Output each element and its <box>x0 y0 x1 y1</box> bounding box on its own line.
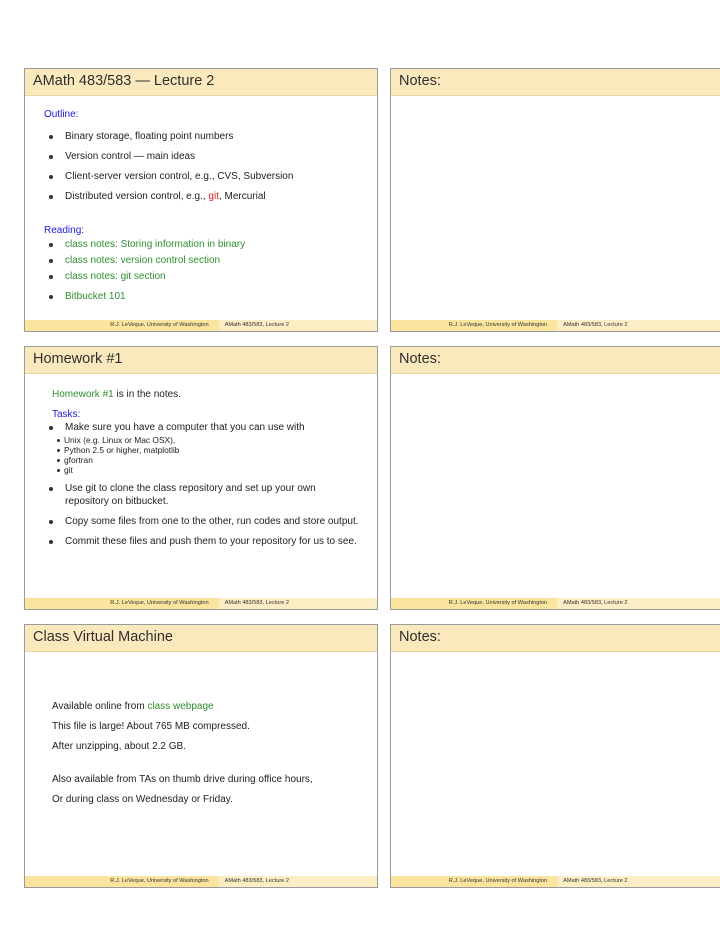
task-text: Make sure you have a computer that you can use with <box>65 422 305 433</box>
footer-author: R.J. LeVeque, University of Washington <box>25 598 219 609</box>
footer-course: AMath 483/583, Lecture 2 <box>219 320 377 331</box>
footer-course: AMath 483/583, Lecture 2 <box>219 876 377 887</box>
ta-availability-text: Also available from TAs on thumb drive during office hours, <box>52 774 313 785</box>
slide-lecture-2 <box>24 68 378 332</box>
class-availability-text: Or during class on Wednesday or Friday. <box>52 794 233 805</box>
list-item: Version control — main ideas <box>44 150 369 163</box>
outline-heading: Outline: <box>44 109 79 120</box>
slide-footer <box>25 876 377 887</box>
slide-header <box>25 625 377 652</box>
list-item: Unix (e.g. Linux or Mac OSX), <box>44 435 369 445</box>
slide-title: AMath 483/583 — Lecture 2 <box>33 73 215 89</box>
list-item: Python 2.5 or higher, matplotlib <box>44 445 369 455</box>
reading-list <box>44 238 369 303</box>
tasks-heading: Tasks: <box>52 409 81 420</box>
slide-footer <box>391 320 720 331</box>
outline-text: , Mercurial <box>218 191 266 202</box>
footer-author: R.J. LeVeque, University of Washington <box>25 320 219 331</box>
slide-footer <box>391 876 720 887</box>
list-item: Copy some files from one to the other, run codes and store output. <box>44 515 369 528</box>
notes-panel <box>390 346 720 610</box>
list-item <box>44 421 369 475</box>
slide-header <box>391 347 720 374</box>
slide-title: Class Virtual Machine <box>33 629 173 645</box>
list-item: Client-server version control, e.g., CVS, Subversion <box>44 170 369 183</box>
slide-body <box>52 388 369 548</box>
file-size-text: This file is large! About 765 MB compressed. <box>52 721 250 732</box>
class-webpage-link[interactable]: class webpage <box>147 701 214 712</box>
availability-line <box>52 700 369 713</box>
footer-course: AMath 483/583, Lecture 2 <box>557 320 720 331</box>
slide-virtual-machine <box>24 624 378 888</box>
notes-title: Notes: <box>399 629 441 645</box>
slide-body <box>44 108 369 303</box>
homework-line <box>52 388 369 401</box>
slide-header <box>391 69 720 96</box>
slide-homework <box>24 346 378 610</box>
outline-list <box>44 130 369 203</box>
availability-text: Available online from <box>52 701 148 712</box>
requirements-list <box>44 435 369 475</box>
tasks-list <box>44 421 369 548</box>
reading-heading: Reading: <box>44 225 85 236</box>
footer-author: R.J. LeVeque, University of Washington <box>25 876 219 887</box>
git-link[interactable]: git <box>208 191 219 202</box>
reading-link[interactable]: class notes: git section <box>44 270 369 283</box>
slide-title: Homework #1 <box>33 351 123 367</box>
footer-author: R.J. LeVeque, University of Washington <box>391 598 557 609</box>
slide-header <box>391 625 720 652</box>
slide-header <box>25 347 377 374</box>
slide-footer <box>25 598 377 609</box>
reading-link[interactable]: class notes: version control section <box>44 254 369 267</box>
slide-body <box>52 700 369 806</box>
footer-author: R.J. LeVeque, University of Washington <box>391 876 557 887</box>
homework-text: is in the notes. <box>113 389 181 400</box>
footer-author: R.J. LeVeque, University of Washington <box>391 320 557 331</box>
slide-header <box>25 69 377 96</box>
list-item: git <box>44 465 369 475</box>
notes-title: Notes: <box>399 73 441 89</box>
slide-footer <box>391 598 720 609</box>
list-item <box>44 190 369 203</box>
homework-link[interactable]: Homework #1 <box>52 389 114 400</box>
notes-panel <box>390 68 720 332</box>
list-item: Commit these files and push them to your repository for us to see. <box>44 535 369 548</box>
footer-course: AMath 483/583, Lecture 2 <box>219 598 377 609</box>
slide-footer <box>25 320 377 331</box>
list-item: gfortran <box>44 455 369 465</box>
notes-panel <box>390 624 720 888</box>
notes-title: Notes: <box>399 351 441 367</box>
footer-course: AMath 483/583, Lecture 2 <box>557 598 720 609</box>
reading-link[interactable]: class notes: Storing information in binary <box>44 238 369 251</box>
list-item: Binary storage, floating point numbers <box>44 130 369 143</box>
reading-link[interactable]: Bitbucket 101 <box>44 290 369 303</box>
outline-text: Distributed version control, e.g., <box>65 191 209 202</box>
list-item: Use git to clone the class repository and set up your own repository on bitbucket. <box>44 482 369 508</box>
unzip-size-text: After unzipping, about 2.2 GB. <box>52 741 186 752</box>
footer-course: AMath 483/583, Lecture 2 <box>557 876 720 887</box>
